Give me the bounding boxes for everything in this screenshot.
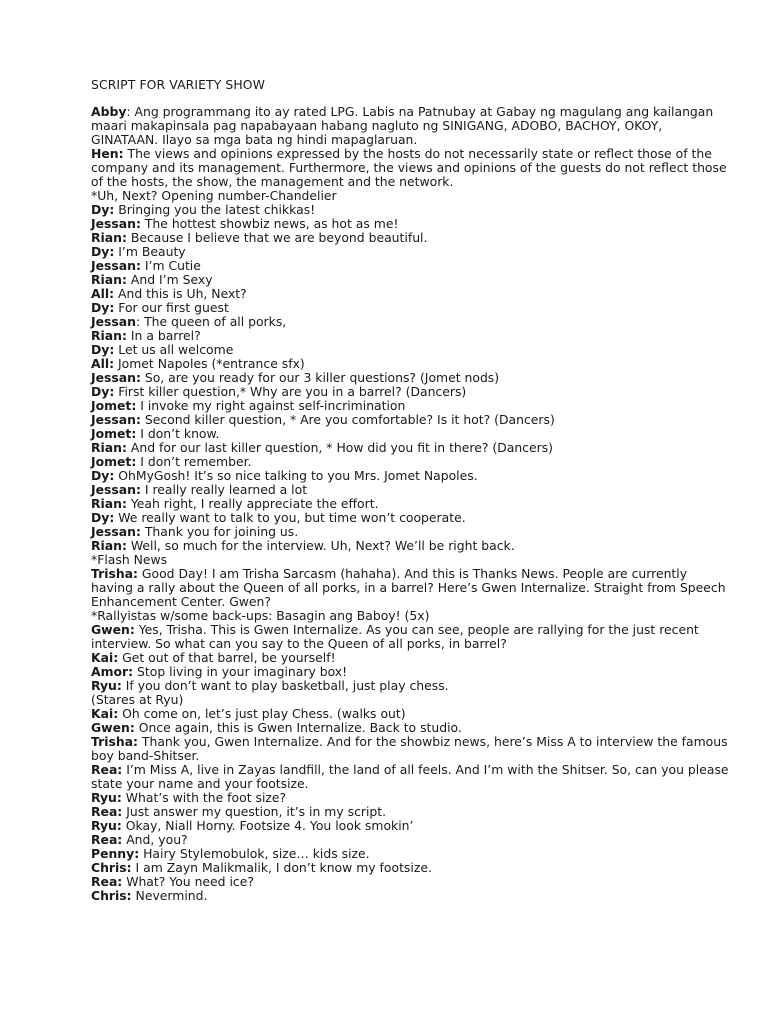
script-line (91, 735, 731, 763)
script-line (91, 259, 731, 273)
line-text: *Flash News (91, 552, 168, 567)
speaker-name: Jessan: (91, 216, 141, 231)
line-text: I really really learned a lot (140, 482, 308, 497)
line-text: I’m Miss A, live in Zayas landfill, the land of all feels. And I’m with the Shitser. So, can you please state your name and your footsize. (91, 762, 729, 791)
line-text: Hairy Stylemobulok, size… kids size. (139, 846, 370, 861)
line-text: Yeah right, I really appreciate the effort. (126, 496, 379, 511)
script-line (91, 609, 731, 623)
line-text: I’m Cutie (140, 258, 201, 273)
speaker-name: Rian: (91, 440, 127, 455)
line-text: In a barrel? (126, 328, 201, 343)
speaker-name: Dy: (91, 342, 115, 357)
script-line (91, 791, 731, 805)
script-line (91, 847, 731, 861)
script-line (91, 665, 731, 679)
script-line (91, 301, 731, 315)
script-lines (91, 105, 731, 903)
line-text: I am Zayn Malikmalik, I don’t know my footsize. (131, 860, 432, 875)
line-text: I’m Beauty (114, 244, 186, 259)
script-line (91, 651, 731, 665)
script-line (91, 497, 731, 511)
script-line (91, 469, 731, 483)
script-line (91, 371, 731, 385)
line-text: Let us all welcome (114, 342, 234, 357)
speaker-name: Dy: (91, 244, 115, 259)
script-line (91, 805, 731, 819)
line-text: Stop living in your imaginary box! (133, 664, 348, 679)
speaker-name: Dy: (91, 384, 115, 399)
script-line (91, 231, 731, 245)
script-line (91, 441, 731, 455)
speaker-name: Rian: (91, 328, 127, 343)
speaker-name: Jomet: (91, 454, 137, 469)
speaker-name: Jessan: (91, 370, 141, 385)
speaker-name: Jessan: (91, 258, 141, 273)
script-line (91, 679, 731, 693)
script-document (91, 78, 731, 903)
line-text: What? You need ice? (122, 874, 254, 889)
speaker-name: Jomet: (91, 426, 137, 441)
speaker-name: Ryu: (91, 678, 122, 693)
line-text: If you don’t want to play basketball, just play chess. (121, 678, 449, 693)
speaker-name: Gwen: (91, 622, 135, 637)
script-line (91, 707, 731, 721)
script-line (91, 819, 731, 833)
speaker-name: Jessan: (91, 412, 141, 427)
script-line (91, 245, 731, 259)
script-line (91, 315, 731, 329)
script-line (91, 287, 731, 301)
speaker-name: Rian: (91, 496, 127, 511)
speaker-name: Chris: (91, 888, 132, 903)
script-line (91, 189, 731, 203)
line-text: So, are you ready for our 3 killer questions? (Jomet nods) (140, 370, 500, 385)
line-text: I invoke my right against self-incrimination (136, 398, 406, 413)
speaker-name: Ryu: (91, 818, 122, 833)
script-line (91, 147, 731, 189)
speaker-name: Rian: (91, 272, 127, 287)
line-text: Get out of that barrel, be yourself! (118, 650, 336, 665)
line-text: Second killer question, * Are you comfortable? Is it hot? (Dancers) (140, 412, 555, 427)
speaker-name: Dy: (91, 300, 115, 315)
speaker-name: Rian: (91, 230, 127, 245)
line-text: What’s with the foot size? (121, 790, 287, 805)
line-text: The hottest showbiz news, as hot as me! (140, 216, 399, 231)
line-text: *Uh, Next? Opening number-Chandelier (91, 188, 337, 203)
speaker-name: Jessan: (91, 524, 141, 539)
speaker-name: Dy: (91, 202, 115, 217)
speaker-name: Trisha: (91, 734, 138, 749)
speaker-name: Hen: (91, 146, 124, 161)
line-text: Jomet Napoles (*entrance sfx) (114, 356, 305, 371)
script-line (91, 553, 731, 567)
line-text: Oh come on, let’s just play Chess. (walks out) (118, 706, 406, 721)
script-line (91, 861, 731, 875)
script-line (91, 623, 731, 651)
script-line (91, 721, 731, 735)
speaker-name: Jomet: (91, 398, 137, 413)
document-title: SCRIPT FOR VARIETY SHOW (91, 77, 266, 92)
line-text: Thank you for joining us. (140, 524, 299, 539)
speaker-name: Rian: (91, 538, 127, 553)
speaker-name: Dy: (91, 468, 115, 483)
line-text: : The queen of all porks, (135, 314, 287, 329)
line-text: And, you? (122, 832, 188, 847)
line-text: : Ang programmang ito ay rated LPG. Labis na Patnubay at Gabay ng magulang ang kailangan maari makapinsala pag napabayaan habang nagluto ng SINIGANG, ADOBO, BACHOY, OKOY, GINATAAN. Ilayo sa mga bata ng hindi mapaglaruan. (91, 104, 714, 147)
script-line (91, 329, 731, 343)
speaker-name: Amor: (91, 664, 134, 679)
speaker-name: Jessan (91, 314, 136, 329)
script-line (91, 427, 731, 441)
script-line (91, 413, 731, 427)
speaker-name: All: (91, 356, 115, 371)
script-line (91, 105, 731, 147)
script-line (91, 357, 731, 371)
script-line (91, 483, 731, 497)
line-text: And this is Uh, Next? (114, 286, 247, 301)
speaker-name: Abby (91, 104, 127, 119)
line-text: Once again, this is Gwen Internalize. Back to studio. (134, 720, 462, 735)
speaker-name: Rea: (91, 874, 123, 889)
line-text: And I’m Sexy (126, 272, 213, 287)
speaker-name: Trisha: (91, 566, 138, 581)
speaker-name: Rea: (91, 762, 123, 777)
script-line (91, 875, 731, 889)
speaker-name: Rea: (91, 832, 123, 847)
speaker-name: Penny: (91, 846, 140, 861)
speaker-name: Kai: (91, 650, 119, 665)
line-text: Just answer my question, it’s in my script. (122, 804, 387, 819)
script-line (91, 217, 731, 231)
speaker-name: Kai: (91, 706, 119, 721)
script-line (91, 693, 731, 707)
line-text: Nevermind. (131, 888, 208, 903)
script-line (91, 511, 731, 525)
speaker-name: Dy: (91, 510, 115, 525)
script-line (91, 455, 731, 469)
speaker-name: Ryu: (91, 790, 122, 805)
line-text: Thank you, Gwen Internalize. And for the showbiz news, here’s Miss A to interview the famous boy band-Shitser. (91, 734, 728, 763)
line-text: Bringing you the latest chikkas! (114, 202, 316, 217)
line-text: I don’t know. (136, 426, 220, 441)
script-line (91, 525, 731, 539)
line-text: Because I believe that we are beyond beautiful. (126, 230, 428, 245)
line-text: The views and opinions expressed by the hosts do not necessarily state or reflect those of the company and its management. Furthermore, the views and opinions of the guests do not reflect those of the hosts, the show, the management and the network. (91, 146, 727, 189)
line-text: Okay, Niall Horny. Footsize 4. You look smokin’ (121, 818, 414, 833)
speaker-name: Chris: (91, 860, 132, 875)
speaker-name: All: (91, 286, 115, 301)
line-text: (Stares at Ryu) (91, 692, 184, 707)
line-text: First killer question,* Why are you in a barrel? (Dancers) (114, 384, 467, 399)
line-text: Yes, Trisha. This is Gwen Internalize. As you can see, people are rallying for the just recent interview. So what can you say to the Queen of all porks, in barrel? (91, 622, 699, 651)
line-text: I don’t remember. (136, 454, 252, 469)
script-line (91, 273, 731, 287)
line-text: And for our last killer question, * How did you fit in there? (Dancers) (126, 440, 553, 455)
speaker-name: Rea: (91, 804, 123, 819)
script-line (91, 385, 731, 399)
line-text: Good Day! I am Trisha Sarcasm (hahaha). And this is Thanks News. People are currently having a rally about the Queen of all porks, in a barrel? Here’s Gwen Internalize. Straight from Speech Enhancement Center. Gwen? (91, 566, 726, 609)
speaker-name: Jessan: (91, 482, 141, 497)
script-line (91, 833, 731, 847)
speaker-name: Gwen: (91, 720, 135, 735)
line-text: We really want to talk to you, but time won’t cooperate. (114, 510, 466, 525)
line-text: OhMyGosh! It’s so nice talking to you Mrs. Jomet Napoles. (114, 468, 478, 483)
script-line (91, 763, 731, 791)
script-line (91, 889, 731, 903)
line-text: Well, so much for the interview. Uh, Next? We’ll be right back. (126, 538, 515, 553)
script-line (91, 567, 731, 609)
line-text: *Rallyistas w/some back-ups: Basagin ang Baboy! (5x) (91, 608, 430, 623)
script-line (91, 399, 731, 413)
script-line (91, 343, 731, 357)
line-text: For our first guest (114, 300, 229, 315)
script-line (91, 203, 731, 217)
script-line (91, 539, 731, 553)
